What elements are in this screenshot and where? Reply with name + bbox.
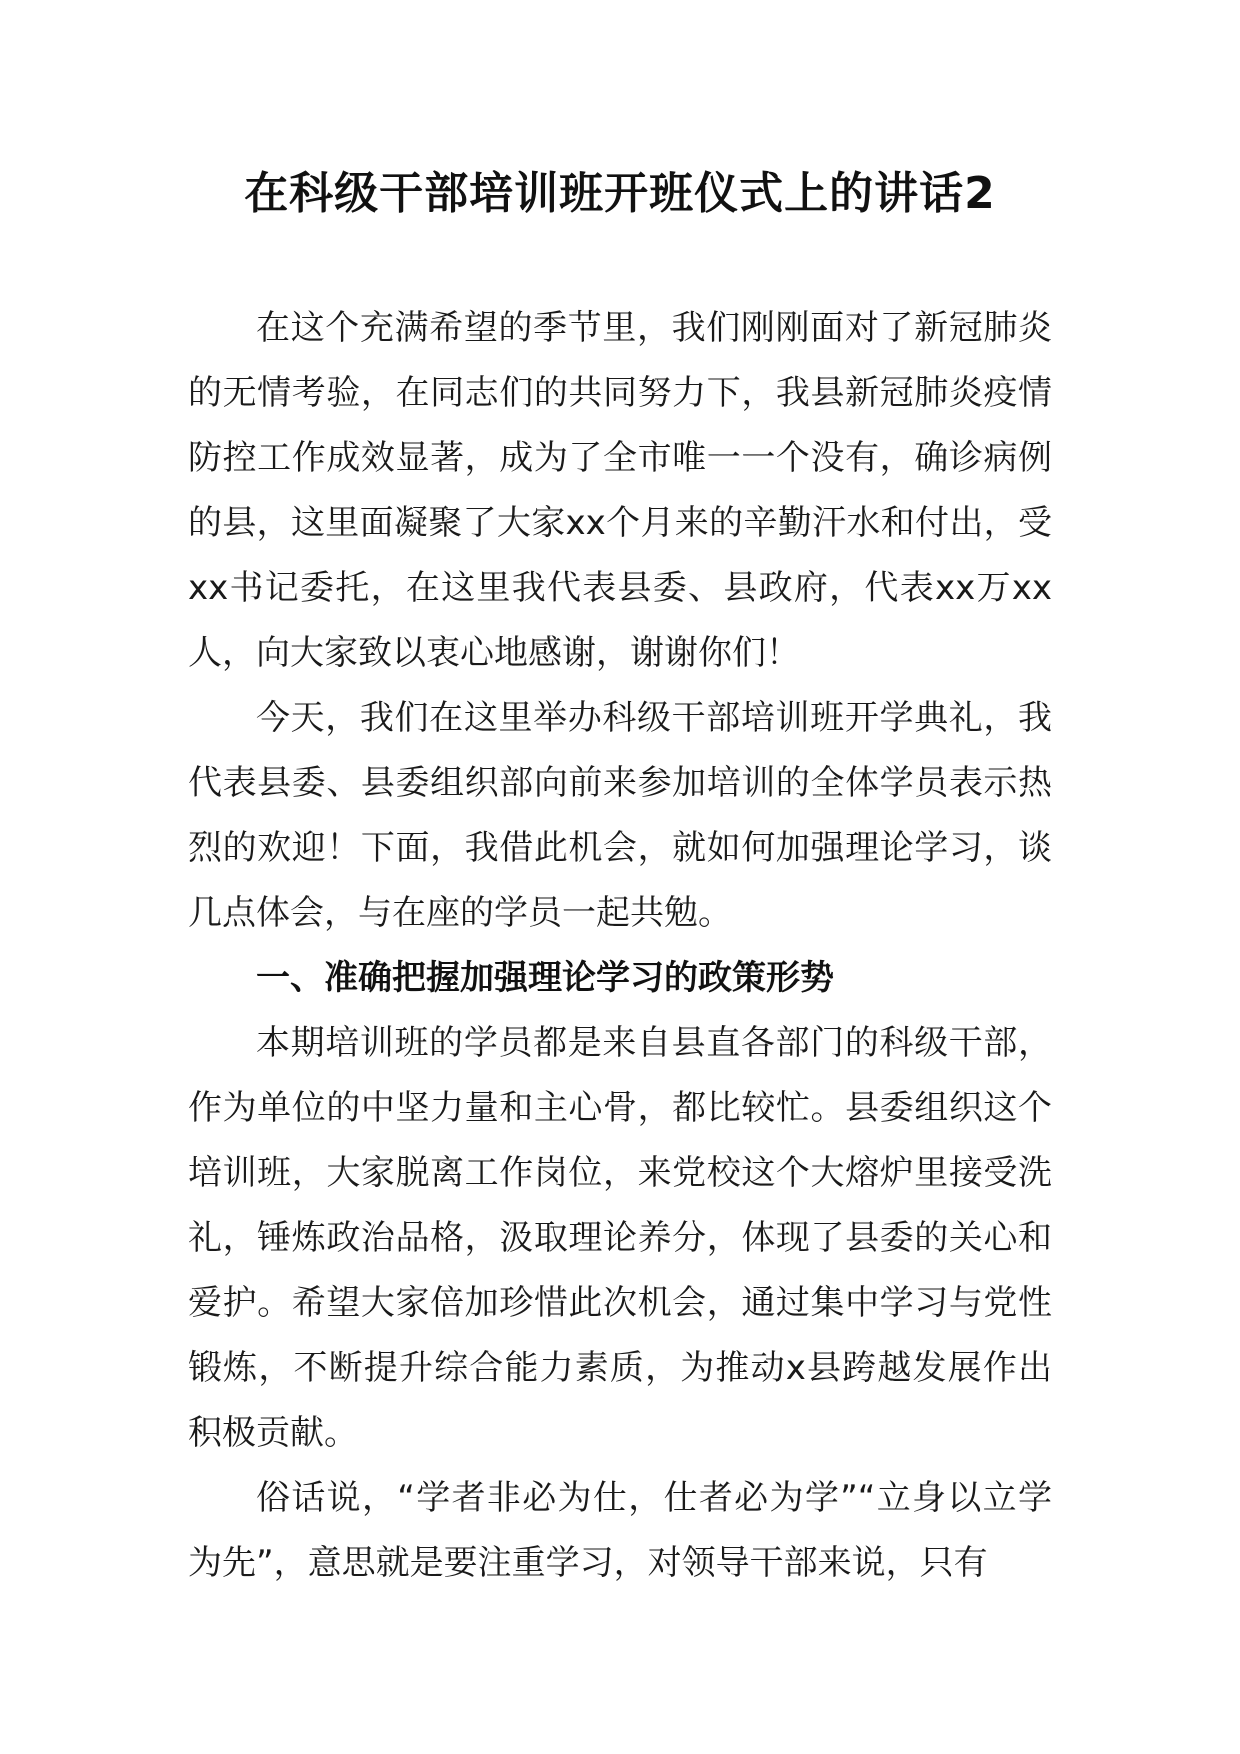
section-heading: 一、准确把握加强理论学习的政策形势	[256, 958, 834, 998]
document-body	[188, 296, 1052, 1596]
paragraph-3: 本期培训班的学员都是来自县直各部门的科级干部，作为单位的中坚力量和主心骨，都比较忙。县委组织这个培训班，大家脱离工作岗位，来党校这个大熔炉里接受洗礼，锤炼政治品格，汲取理论养分，体现了县委的关心和爱护。希望大家倍加珍惜此次机会，通过集中学习与党性锻炼，不断提升综合能力素质，为推动x县跨越发展作出积极贡献。	[188, 1023, 1052, 1453]
paragraph-2: 今天，我们在这里举办科级干部培训班开学典礼，我代表县委、县委组织部向前来参加培训的全体学员表示热烈的欢迎！下面，我借此机会，就如何加强理论学习，谈几点体会，与在座的学员一起共勉。	[188, 698, 1052, 933]
paragraph-4: 俗话说，“学者非必为仕，仕者必为学”“立身以立学为先”，意思就是要注重学习，对领导干部来说，只有	[188, 1478, 1052, 1583]
paragraph-1: 在这个充满希望的季节里，我们刚刚面对了新冠肺炎的无情考验，在同志们的共同努力下，我县新冠肺炎疫情防控工作成效显著，成为了全市唯一一个没有，确诊病例的县，这里面凝聚了大家xx个月来的辛勤汗水和付出，受xx书记委托，在这里我代表县委、县政府，代表xx万xx人，向大家致以衷心地感谢，谢谢你们！	[188, 308, 1052, 673]
document-title: 在科级干部培训班开班仪式上的讲话2	[244, 168, 996, 219]
